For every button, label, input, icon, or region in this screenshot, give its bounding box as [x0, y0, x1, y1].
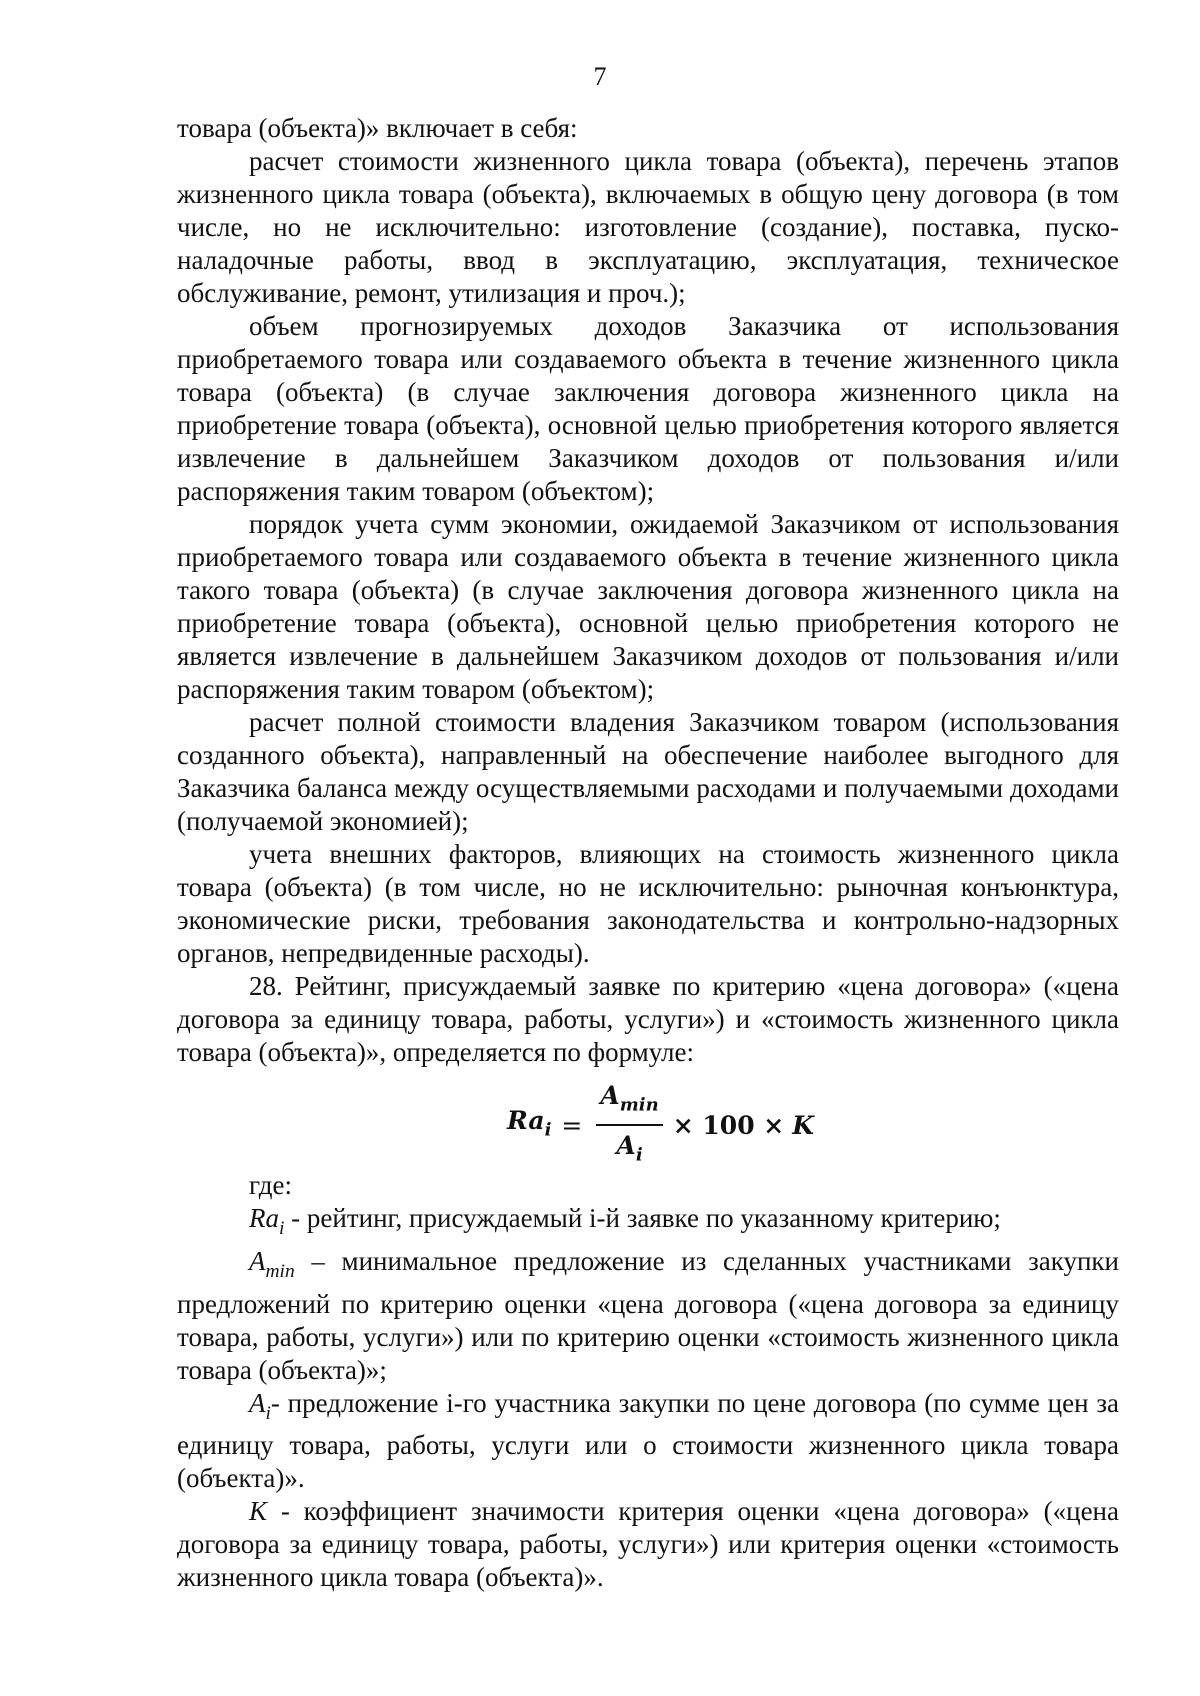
formula-block: [177, 1073, 1119, 1169]
document-body: [177, 112, 1119, 1594]
page-number: 7: [593, 62, 607, 91]
paragraph-lifecycle-cost: расчет стоимости жизненного цикла товара (объекта), перечень этапов жизненного цикла товара (объекта), включаемых в общую цену договора (в том числе, но не исключительно: изготовление (создание), поставка, пуско-наладочные работы, ввод в эксплуатацию, эксплуатация, техническое обслуживание, ремонт, утилизация и проч.);: [177, 146, 1119, 308]
definition-ai: $A_i-$ предложение i-го участника закупки по цене договора (по сумме цен за единицу товара, работы, услуги или о стоимости жизненного цикла товара (объекта)».: [177, 1387, 1119, 1494]
formula-fraction: [596, 1079, 662, 1172]
definition-k: К - коэффициент значимости критерия оценки «цена договора» («цена договора за единицу товара, работы, услуги») или критерия оценки «стоимость жизненного цикла товара (объекта)».: [177, 1496, 1119, 1593]
paragraph-intro: товара (объекта)» включает в себя:: [177, 113, 578, 143]
formula-lhs: $Ra_i$: [507, 1106, 552, 1141]
definition-amin: $A_{min}$ – минимальное предложение из сделанных участниками закупки предложений по критерию оценки «цена договора («цена договора за единицу товара, работы, услуги») или по критерию оценки «стоимость жизненного цикла товара (объекта)»;: [177, 1245, 1119, 1385]
paragraph-ownership-cost: расчет полной стоимости владения Заказчиком товаром (использования созданного объекта), направленный на обеспечение наиболее выгодного для Заказчика баланса между осуществляемыми расходами и получаемыми доходами (получаемой экономией);: [177, 707, 1119, 836]
paragraph-forecast-income: объем прогнозируемых доходов Заказчика от использования приобретаемого товара или создаваемого объекта в течение жизненного цикла товара (объекта) (в случае заключения договора жизненного цикла на приобретение товара (объекта), основной целью приобретения которого является извлечение в дальнейшем Заказчиком доходов от пользования и/или распоряжения таким товаром (объектом);: [177, 311, 1119, 506]
paragraph-rating-28: 28. Рейтинг, присуждаемый заявке по критерию «цена договора» («цена договора за единицу товара, работы, услуги») и «стоимость жизненного цикла товара (объекта)», определяется по формуле:: [177, 971, 1119, 1067]
definition-ra: $Ra_i$ - рейтинг, присуждаемый i-й заявке по указанному критерию;: [249, 1203, 1001, 1239]
paragraph-savings: порядок учета сумм экономии, ожидаемой Заказчиком от использования приобретаемого товара или создаваемого объекта в течение жизненного цикла такого товара (объекта) (в случае заключения договора жизненного цикла на приобретение товара (объекта), основной целью приобретения которого не является извлечение в дальнейшем Заказчиком доходов от пользования и/или распоряжения таким товаром (объектом);: [177, 509, 1119, 704]
formula-multiplier: × 100 ×: [672, 1110, 785, 1140]
formula-numerator: $A_{min}$: [600, 1081, 659, 1116]
formula-denominator: $A_i$: [616, 1131, 643, 1166]
formula-k: K: [792, 1110, 814, 1140]
paragraph-external-factors: учета внешних факторов, влияющих на стоимость жизненного цикла товара (объекта) (в том числе, но не исключительно: рыночная конъюнктура, экономические риски, требования законодательства и контрольно-надзорных органов, непредвиденные расходы).: [177, 839, 1119, 968]
rating-formula: [507, 1079, 814, 1172]
formula-equals: =: [561, 1110, 583, 1140]
where-label: где:: [249, 1170, 292, 1200]
